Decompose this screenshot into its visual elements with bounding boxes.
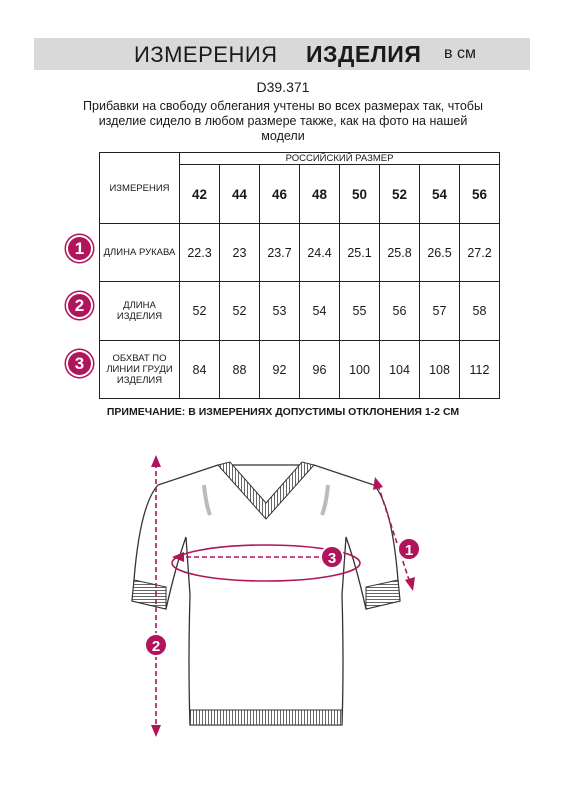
title-product: ИЗДЕЛИЯ xyxy=(306,41,422,67)
size-header: 54 xyxy=(420,165,460,224)
marker-badge-3: 3 xyxy=(66,350,93,377)
size-header: 42 xyxy=(180,165,220,224)
table-cell: 57 xyxy=(420,282,460,341)
size-header: 46 xyxy=(260,165,300,224)
marker-badge-2: 2 xyxy=(66,292,93,319)
size-table xyxy=(99,152,500,399)
table-cell: 96 xyxy=(300,341,340,399)
table-cell: 55 xyxy=(340,282,380,341)
table-row xyxy=(100,282,500,341)
table-cell: 23 xyxy=(220,224,260,282)
row-label-sleeve-length: ДЛИНА РУКАВА xyxy=(100,224,180,282)
size-header: 48 xyxy=(300,165,340,224)
size-group-header: РОССИЙСКИЙ РАЗМЕР xyxy=(180,153,500,165)
table-cell: 58 xyxy=(460,282,500,341)
title-banner xyxy=(34,38,530,70)
size-header: 50 xyxy=(340,165,380,224)
size-header: 56 xyxy=(460,165,500,224)
hem-rib xyxy=(190,710,342,725)
table-cell: 26.5 xyxy=(420,224,460,282)
table-cell: 23.7 xyxy=(260,224,300,282)
table-cell: 22.3 xyxy=(180,224,220,282)
table-cell: 56 xyxy=(380,282,420,341)
article-code: D39.371 xyxy=(256,79,310,95)
table-cell: 53 xyxy=(260,282,300,341)
fit-note: Прибавки на свободу облегания учтены во всех размерах так, чтобы изделие сидело в любом размере также, как на фото на нашей модели xyxy=(83,99,483,143)
table-cell: 27.2 xyxy=(460,224,500,282)
table-cell: 52 xyxy=(220,282,260,341)
table-cell: 108 xyxy=(420,341,460,399)
table-cell: 104 xyxy=(380,341,420,399)
table-cell: 100 xyxy=(340,341,380,399)
diagram-badge-3 xyxy=(321,546,343,568)
table-cell: 25.8 xyxy=(380,224,420,282)
size-header: 52 xyxy=(380,165,420,224)
table-row xyxy=(100,341,500,399)
row-label-chest-girth: ОБХВАТ ПО ЛИНИИ ГРУДИ ИЗДЕЛИЯ xyxy=(100,341,180,399)
row-label-product-length: ДЛИНА ИЗДЕЛИЯ xyxy=(100,282,180,341)
table-cell: 24.4 xyxy=(300,224,340,282)
measurements-header: ИЗМЕРЕНИЯ xyxy=(100,153,180,224)
table-cell: 112 xyxy=(460,341,500,399)
table-cell: 52 xyxy=(180,282,220,341)
table-cell: 84 xyxy=(180,341,220,399)
table-cell: 25.1 xyxy=(340,224,380,282)
table-cell: 92 xyxy=(260,341,300,399)
diagram-badge-2 xyxy=(145,634,167,656)
table-cell: 88 xyxy=(220,341,260,399)
size-header: 44 xyxy=(220,165,260,224)
tolerance-remark: ПРИМЕЧАНИЕ: В ИЗМЕРЕНИЯХ ДОПУСТИМЫ ОТКЛОНЕНИЯ 1-2 СМ xyxy=(106,406,460,418)
title-unit: в см xyxy=(444,45,476,62)
svg-text:3: 3 xyxy=(327,550,337,567)
diagram-badge-1 xyxy=(398,538,420,560)
svg-text:2: 2 xyxy=(151,638,161,655)
sweater-diagram xyxy=(120,445,460,790)
marker-badge-1: 1 xyxy=(66,235,93,262)
table-row xyxy=(100,224,500,282)
table-cell: 54 xyxy=(300,282,340,341)
svg-text:1: 1 xyxy=(404,542,414,559)
title-measurements: ИЗМЕРЕНИЯ xyxy=(134,42,278,67)
